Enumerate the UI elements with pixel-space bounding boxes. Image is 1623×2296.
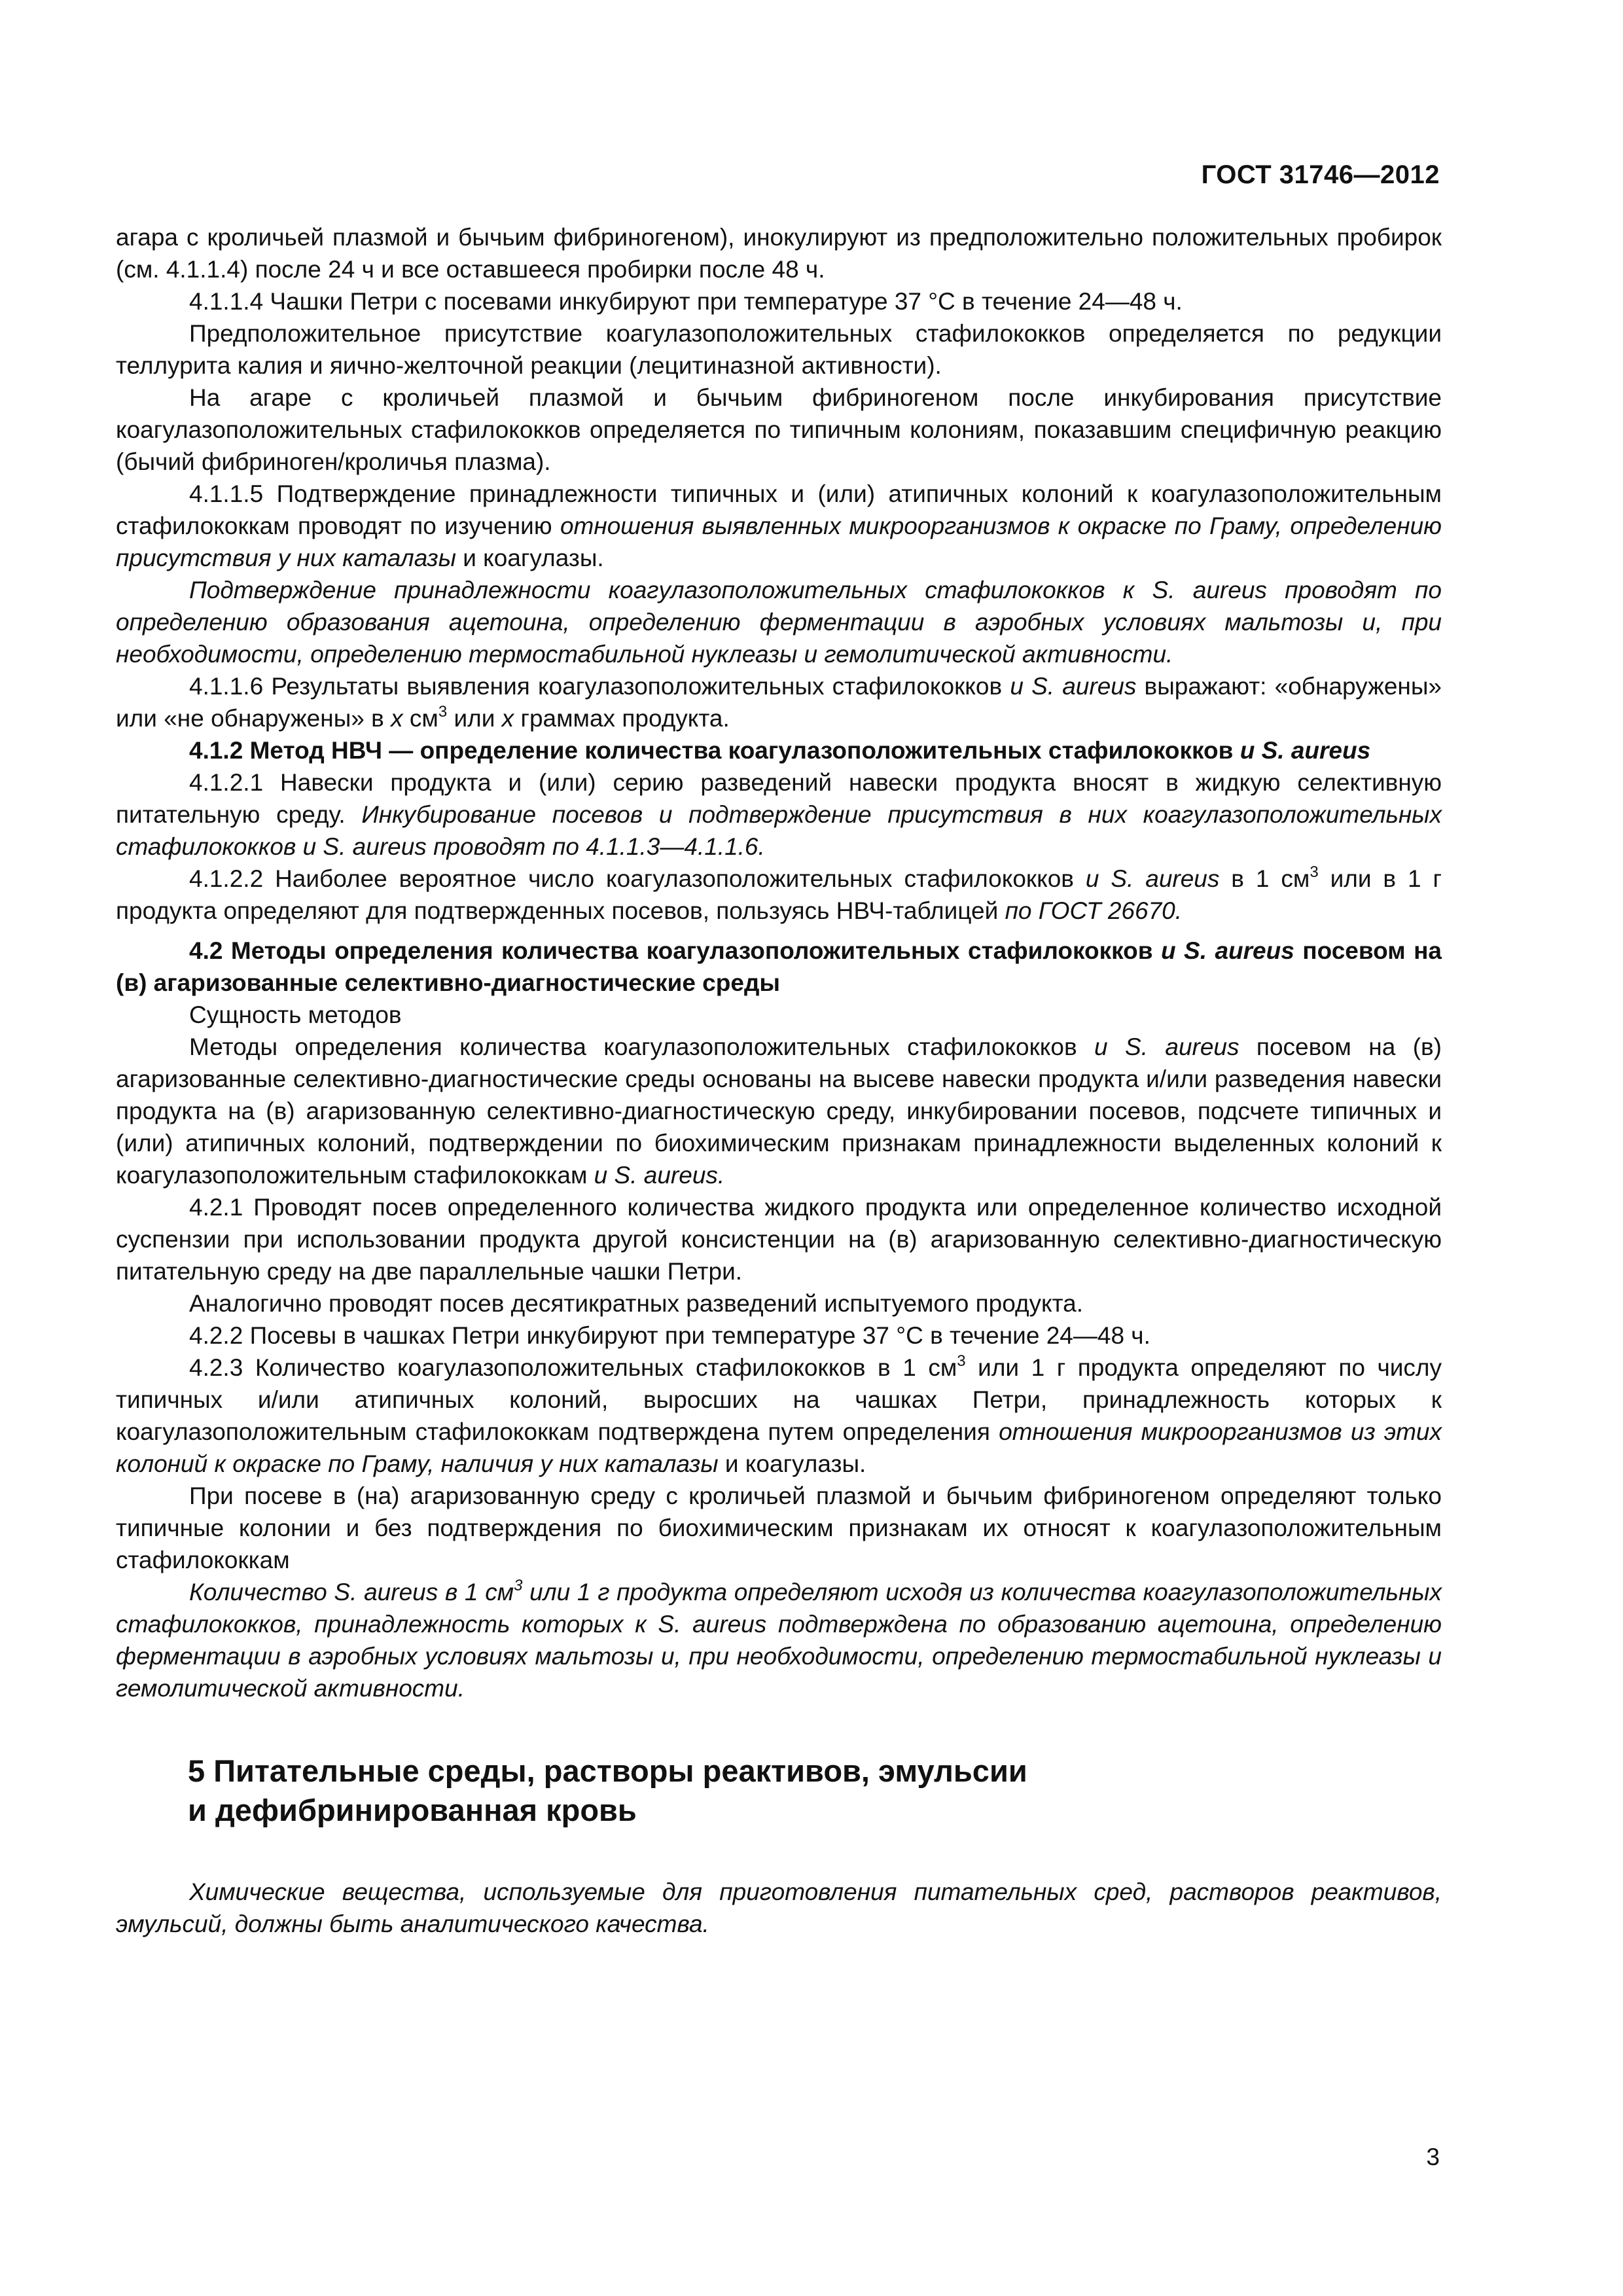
italic-run: Инкубирование посевов и подтверждение присутствия в них коагулазоположительных стафилококков и S. aureus проводят по 4.1.1.3—4.1.1.6.: [116, 801, 1442, 860]
text-run: или: [447, 705, 502, 732]
text-run: 4.1.2.2 Наиболее вероятное число коагулазоположительных стафилококков: [189, 865, 1086, 892]
italic-paragraph: Химические вещества, используемые для приготовления питательных сред, растворов реактивов, эмульсий, должны быть аналитического качества.: [116, 1878, 1442, 1937]
heading-italic: и S. aureus: [1160, 937, 1294, 964]
paragraph: агара с кроличьей плазмой и бычьим фибриногеном), инокулируют из предположительно положительных пробирок (см. 4.1.1.4) после 24 ч и все оставшееся пробирки после 48 ч.: [116, 224, 1442, 283]
superscript: 3: [1310, 863, 1319, 881]
heading-line: и дефибринированная кровь: [188, 1793, 637, 1827]
subsection-heading-4-2: [116, 935, 1442, 999]
heading-italic: и S. aureus: [1240, 737, 1371, 764]
paragraph: На агаре с кроличьей плазмой и бычьим фибриногеном после инкубирования присутствие коагулазоположительных стафилококков определяется по типичным колониям, показавшим специфичную реакцию (бычий фибриноген/кроличья плазма).: [116, 384, 1442, 475]
heading-line: 5 Питательные среды, растворы реактивов, эмульсии: [188, 1753, 1027, 1788]
paragraph: Сущность методов: [189, 1001, 402, 1028]
italic-run: отношения выявленных микроорганизмов к окраске по Граму, определению присутствия у них каталазы: [116, 512, 1442, 571]
clause-4-2-3: [116, 1352, 1442, 1480]
clause-4-2-1: 4.2.1 Проводят посев определенного количества жидкого продукта или определенное количество исходной суспензии при использовании продукта другой консистенции на (в) агаризованную селективно-диагностическую питательную среду на две параллельные чашки Петри.: [116, 1194, 1442, 1285]
italic-paragraph: [116, 1576, 1442, 1704]
text-run: или в 1 г продукта определяют для подтвержденных посевов, пользуясь НВЧ-таблицей: [116, 865, 1442, 924]
clause-4-1-1-4: 4.1.1.4 Чашки Петри с посевами инкубируют при температуре 37 °С в течение 24—48 ч.: [189, 288, 1183, 315]
superscript: 3: [438, 703, 448, 721]
text-run: посевом на (в) агаризованные селективно-диагностические среды основаны на высеве навески продукта и/или разведения навески продукта на (в) агаризованную селективно-диагностическую среду, инкубировании посевов, подсчете типичных и (или) атипичных колоний, подтверждении по биохимическим признакам принадлежности выделенных колоний к коагулазоположительным стафилококкам: [116, 1033, 1442, 1189]
paragraph: Предположительное присутствие коагулазоположительных стафилококков определяется по редукции теллурита калия и яично-желточной реакции (лецитиназной активности).: [116, 320, 1442, 379]
italic-run: и S. aureus.: [594, 1162, 725, 1189]
paragraph: [116, 1031, 1442, 1191]
italic-run: и S. aureus: [1094, 1033, 1240, 1060]
text-run: 4.1.1.6 Результаты выявления коагулазоположительных стафилококков: [189, 673, 1010, 700]
clause-4-1-1-6: [116, 670, 1442, 734]
italic-run: отношения микроорганизмов из этих колоний к окраске по Граму, наличия у них каталазы: [116, 1418, 1442, 1477]
heading-text: 4.2 Методы определения количества коагулазоположительных стафилококков: [189, 937, 1161, 964]
text-run: и коагулазы.: [455, 545, 604, 571]
italic-run: и S. aureus: [1010, 673, 1137, 700]
text-run: выражают: «обнаружены» или «не обнаружены» в: [116, 673, 1442, 732]
text-run: см: [402, 705, 438, 732]
clause-4-1-2-2: [116, 863, 1442, 927]
subsection-heading-4-1-2: [116, 734, 1442, 766]
italic-paragraph: Подтверждение принадлежности коагулазоположительных стафилококков к S. aureus проводят по определению образования ацетоина, определению ферментации в аэробных условиях мальтозы и, при необходимости, определению термостабильной нуклеазы и гемолитической активности.: [116, 577, 1442, 668]
standard-header: ГОСТ 31746—2012: [1201, 160, 1440, 189]
clause-4-1-2-1: [116, 766, 1442, 863]
heading-text: посевом на (в) агаризованные селективно-диагностические среды: [116, 937, 1442, 996]
text-run: или 1 г продукта определяют по числу типичных и/или атипичных колоний, выросших на чашках Петри, принадлежность которых к коагулазоположительным стафилококкам подтверждена путем определения: [116, 1354, 1442, 1445]
paragraph: Аналогично проводят посев десятикратных разведений испытуемого продукта.: [189, 1290, 1084, 1317]
superscript: 3: [514, 1577, 523, 1594]
text-run: Методы определения количества коагулазоположительных стафилококков: [189, 1033, 1095, 1060]
text-run: 4.1.1.5 Подтверждение принадлежности типичных и (или) атипичных колоний к коагулазоположительным стафилококкам проводят по изучению: [116, 480, 1442, 539]
text-run: граммах продукта.: [514, 705, 730, 732]
italic-run: по ГОСТ 26670.: [1005, 897, 1182, 924]
italic-run: и S. aureus: [1085, 865, 1220, 892]
document-body: [116, 221, 1442, 1940]
text-run: и коагулазы.: [718, 1450, 866, 1477]
heading-text: 4.1.2 Метод НВЧ — определение количества коагулазоположительных стафилококков: [189, 737, 1240, 764]
text-run: 4.1.2.1 Навески продукта и (или) серию разведений навески продукта вносят в жидкую селективную питательную среду.: [116, 769, 1442, 828]
text-run: 4.2.3 Количество коагулазоположительных стафилококков в 1 см: [189, 1354, 957, 1381]
clause-4-1-1-5: [116, 478, 1442, 574]
italic-run: x: [501, 705, 514, 732]
superscript: 3: [957, 1352, 966, 1370]
section-heading-5: [188, 1751, 1442, 1830]
italic-run: Количество S. aureus в 1 см: [189, 1579, 514, 1605]
clause-4-2-2: 4.2.2 Посевы в чашках Петри инкубируют при температуре 37 °С в течение 24—48 ч.: [189, 1322, 1150, 1349]
italic-run: x: [391, 705, 403, 732]
page-number: 3: [1426, 2144, 1440, 2170]
paragraph: При посеве в (на) агаризованную среду с кроличьей плазмой и бычьим фибриногеном определяют только типичные колонии и без подтверждения по биохимическим признакам их относят к коагулазоположительным стафилококкам: [116, 1482, 1442, 1573]
text-run: в 1 см: [1219, 865, 1310, 892]
italic-run: или 1 г продукта определяют исходя из количества коагулазоположительных стафилококков, принадлежность которых к S. aureus подтверждена по образованию ацетоина, определению ферментации в аэробных условиях мальтозы и, при необходимости, определению термостабильной нуклеазы и гемолитической активности.: [116, 1579, 1442, 1702]
